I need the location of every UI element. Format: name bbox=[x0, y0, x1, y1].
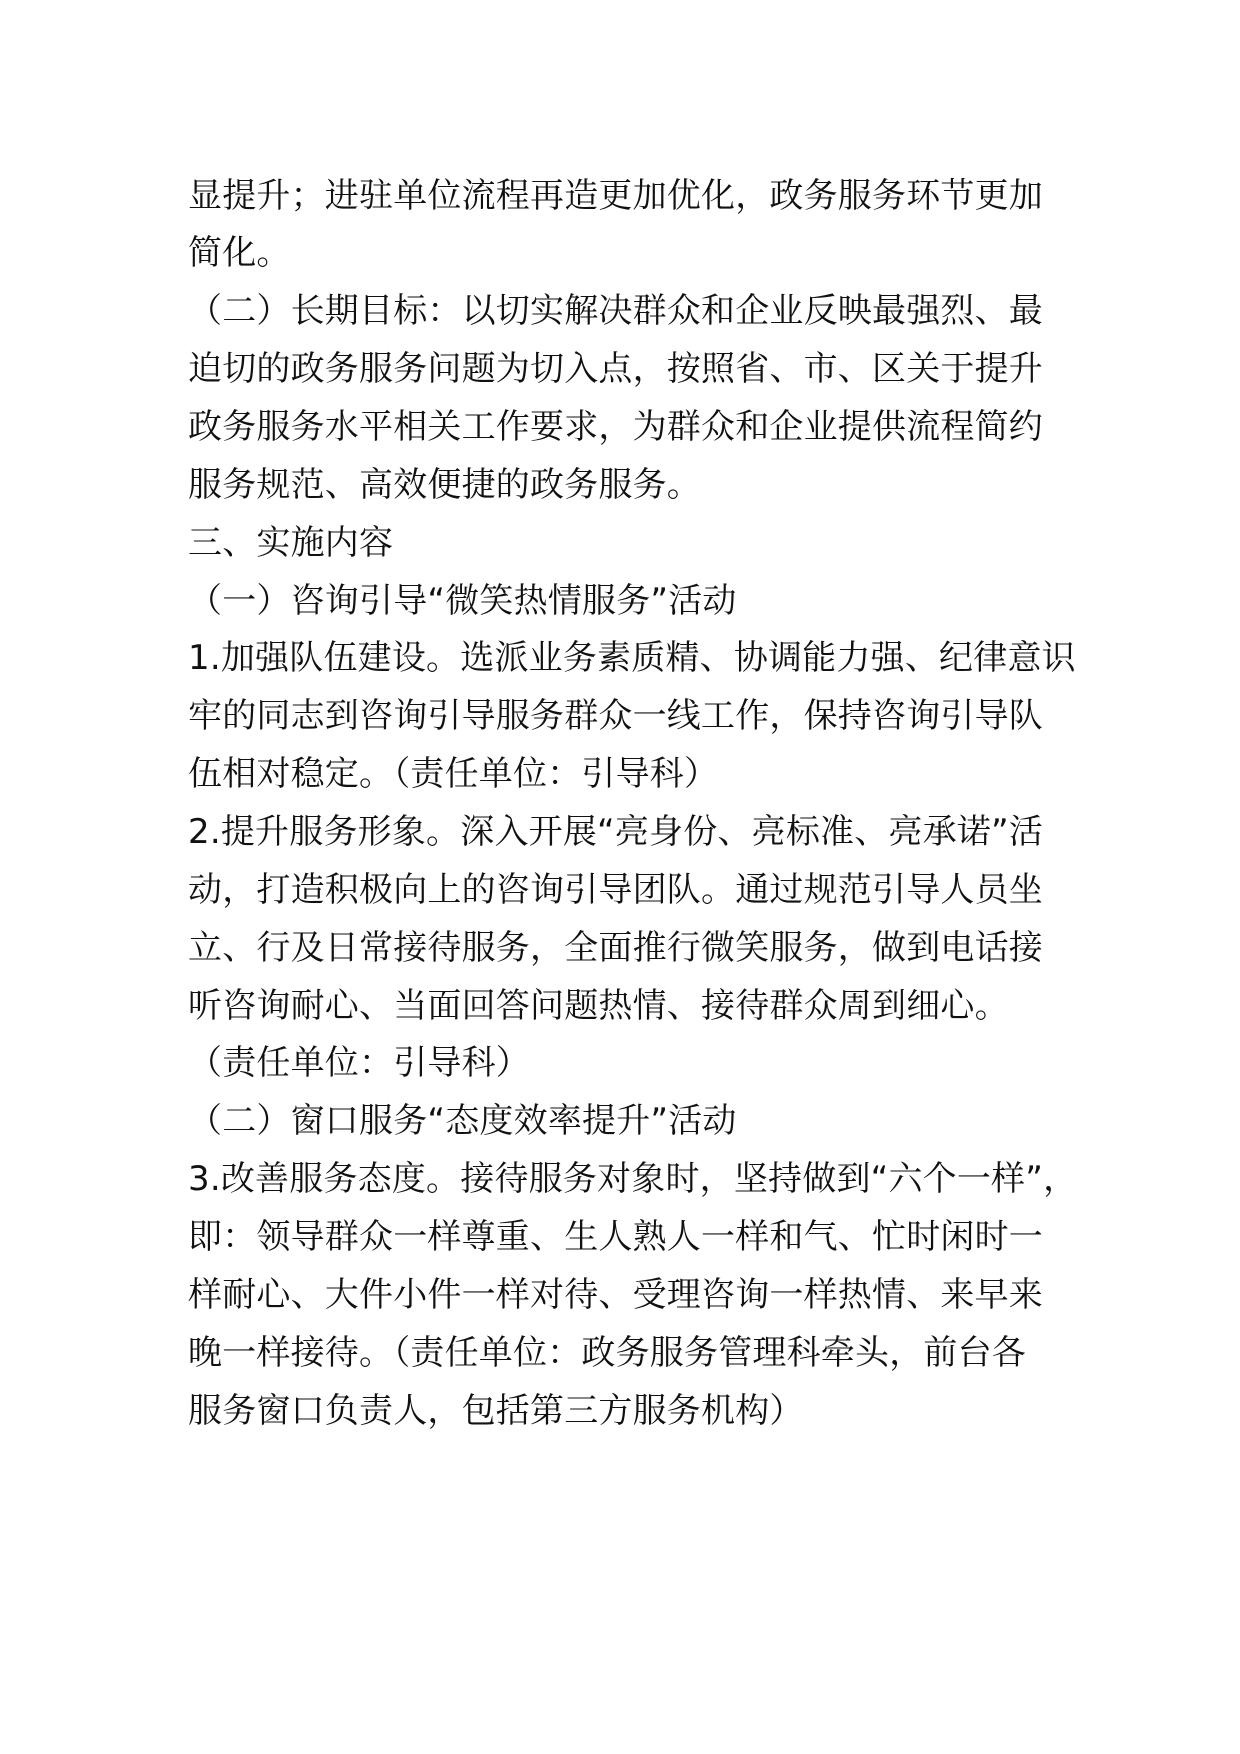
text-line: 听咨询耐心、当面回答问题热情、接待群众周到细心。 bbox=[188, 986, 1009, 1026]
text-line: 简化。 bbox=[188, 233, 291, 273]
text-line: 政务服务水平相关工作要求，为群众和企业提供流程简约 bbox=[188, 407, 1043, 447]
text-line: 服务窗口负责人，包括第三方服务机构） bbox=[188, 1391, 804, 1431]
text-line: 即：领导群众一样尊重、生人熟人一样和气、忙时闲时一 bbox=[188, 1217, 1043, 1257]
text-line: 3.改善服务态度。接待服务对象时，坚持做到“六个一样”， bbox=[188, 1159, 1078, 1199]
text-line: （二）长期目标：以切实解决群众和企业反映最强烈、最 bbox=[188, 291, 1043, 331]
text-line: 迫切的政务服务问题为切入点，按照省、市、区关于提升 bbox=[188, 349, 1043, 389]
text-line: 2.提升服务形象。深入开展“亮身份、亮标准、亮承诺”活 bbox=[188, 812, 1044, 852]
text-line: 晚一样接待。（责任单位：政务服务管理科牵头，前台各 bbox=[188, 1333, 1026, 1373]
section-heading: 三、实施内容 bbox=[188, 523, 394, 563]
text-line: （责任单位：引导科） bbox=[188, 1043, 530, 1083]
text-line: 立、行及日常接待服务，全面推行微笑服务，做到电话接 bbox=[188, 928, 1043, 968]
text-line: 伍相对稳定。（责任单位：引导科） bbox=[188, 754, 719, 794]
subsection-heading: （一）咨询引导“微笑热情服务”活动 bbox=[188, 581, 737, 621]
text-line: 动，打造积极向上的咨询引导团队。通过规范引导人员坐 bbox=[188, 870, 1043, 910]
text-line: 牢的同志到咨询引导服务群众一线工作，保持咨询引导队 bbox=[188, 696, 1043, 736]
text-line: 显提升；进驻单位流程再造更加优化，政务服务环节更加 bbox=[188, 176, 1043, 216]
text-line: 1.加强队伍建设。选派业务素质精、协调能力强、纪律意识 bbox=[188, 638, 1076, 678]
text-line: 服务规范、高效便捷的政务服务。 bbox=[188, 465, 701, 505]
subsection-heading: （二）窗口服务“态度效率提升”活动 bbox=[188, 1101, 737, 1141]
text-line: 样耐心、大件小件一样对待、受理咨询一样热情、来早来 bbox=[188, 1275, 1043, 1315]
